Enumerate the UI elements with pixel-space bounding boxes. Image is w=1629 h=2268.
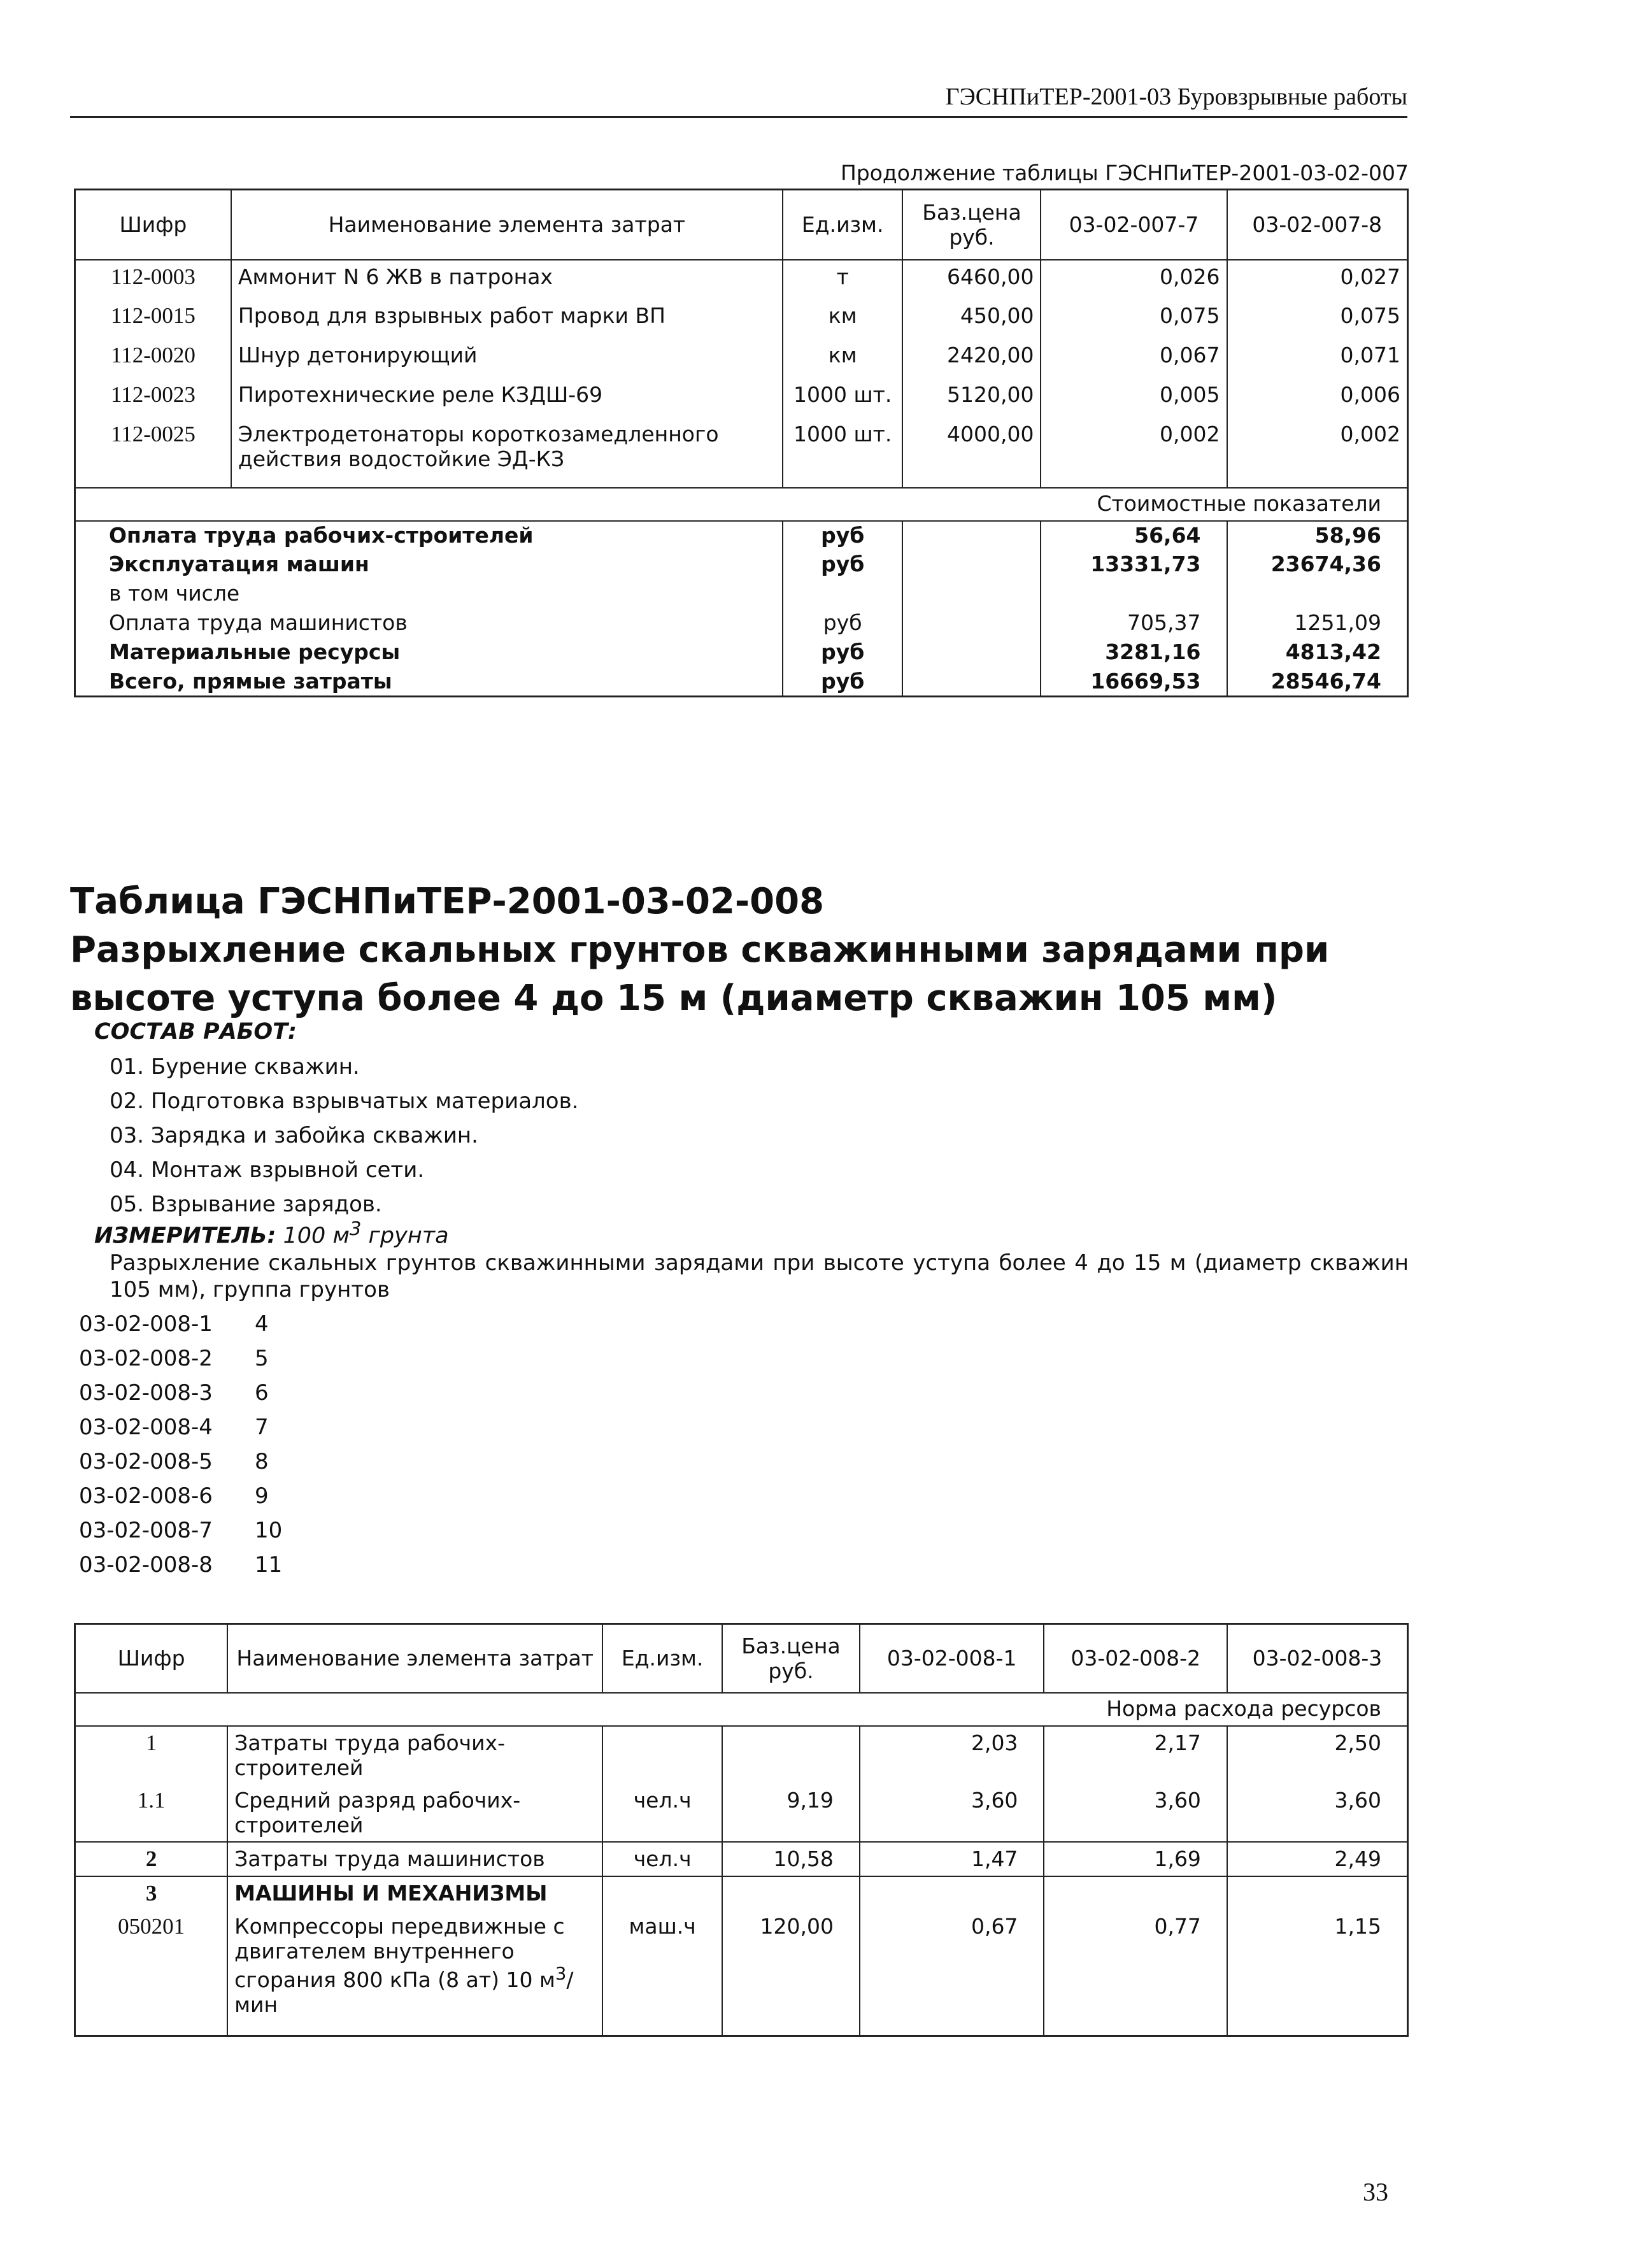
name-cell: Шнур детонирующий <box>231 339 783 378</box>
value-cell: 4813,42 <box>1227 638 1408 667</box>
cipher-cell: 1.1 <box>75 1784 228 1842</box>
page-number: 33 <box>1363 2178 1388 2206</box>
list-item: 03. Зарядка и забойка скважин. <box>110 1123 478 1148</box>
name-cell: Затраты труда рабочих-строителей <box>227 1726 602 1784</box>
list-item <box>79 1376 282 1410</box>
code: 03-02-008-1 <box>79 1311 213 1337</box>
unit-cell: руб <box>783 609 903 638</box>
value-cell: 3,60 <box>1227 1784 1408 1842</box>
cost-row <box>75 638 1408 667</box>
value-cell <box>1227 580 1408 609</box>
meter-unit: грунта <box>361 1223 449 1249</box>
value-cell: 2,49 <box>1227 1842 1408 1876</box>
col-header: Ед.изм. <box>602 1624 722 1693</box>
name-cell: Электродетонаторы короткозамедленного действия водостойкие ЭД-КЗ <box>231 418 783 488</box>
meter-value: 100 м <box>283 1223 350 1249</box>
description: Разрыхление скальных грунтов скважинными зарядами при высоте уступа более 4 до 15 м (диаметр скважин 105 мм), группа грунтов <box>110 1250 1409 1302</box>
cost-label: в том числе <box>75 580 783 609</box>
value-cell: 0,002 <box>1041 418 1227 488</box>
col-header: Баз.цена руб. <box>902 190 1041 260</box>
empty-cell <box>902 609 1041 638</box>
name-cell: Аммонит N 6 ЖВ в патронах <box>231 260 783 299</box>
table-row <box>75 1784 1408 1842</box>
group: 10 <box>255 1518 283 1543</box>
table-subtitle: Разрыхление скальных грунтов скважинными зарядами при высоте уступа более 4 до 15 м (диаметр скважин 105 мм) <box>70 929 1330 1019</box>
value-cell: 0,005 <box>1041 378 1227 418</box>
col-header: Шифр <box>75 1624 228 1693</box>
value-cell: 705,37 <box>1041 609 1227 638</box>
list-item <box>79 1444 282 1479</box>
price-cell: 6460,00 <box>902 260 1041 299</box>
value-cell: 0,002 <box>1227 418 1408 488</box>
cost-label: Эксплуатация машин <box>75 550 783 580</box>
cipher-cell: 112-0015 <box>75 299 231 339</box>
cost-row <box>75 667 1408 697</box>
empty-cell <box>902 521 1041 550</box>
cost-row <box>75 580 1408 609</box>
value-cell: 28546,74 <box>1227 667 1408 697</box>
code: 03-02-008-4 <box>79 1415 213 1440</box>
col-header: 03-02-008-2 <box>1044 1624 1227 1693</box>
value-cell: 2,17 <box>1044 1726 1227 1784</box>
list-item <box>79 1513 282 1548</box>
table-row <box>75 378 1408 418</box>
name-cell: Пиротехнические реле КЗДШ-69 <box>231 378 783 418</box>
table-continuation-caption: Продолжение таблицы ГЭСНПиТЕР-2001-03-02-007 <box>840 160 1409 185</box>
name-cell: Провод для взрывных работ марки ВП <box>231 299 783 339</box>
code: 03-02-008-6 <box>79 1483 213 1509</box>
value-cell: 0,027 <box>1227 260 1408 299</box>
cipher-cell: 2 <box>75 1842 228 1876</box>
col-header: Наименование элемента затрат <box>227 1624 602 1693</box>
name-cell: МАШИНЫ И МЕХАНИЗМЫ <box>227 1876 602 1910</box>
cipher-cell: 3 <box>75 1876 228 1910</box>
table-header-row <box>75 190 1408 260</box>
cost-row <box>75 521 1408 550</box>
empty-cell <box>902 580 1041 609</box>
unit-cell: чел.ч <box>602 1784 722 1842</box>
name-cell: Затраты труда машинистов <box>227 1842 602 1876</box>
value-cell: 2,03 <box>860 1726 1044 1784</box>
name-tail: /мин <box>234 1967 574 2017</box>
unit-cell: руб <box>783 638 903 667</box>
section-row <box>75 1693 1408 1726</box>
unit-cell: руб <box>783 667 903 697</box>
list-item <box>79 1341 282 1376</box>
list-item: 04. Монтаж взрывной сети. <box>110 1157 425 1183</box>
list-item: 05. Взрывание зарядов. <box>110 1192 382 1217</box>
group: 5 <box>255 1346 269 1371</box>
code: 03-02-008-7 <box>79 1518 213 1543</box>
value-cell: 16669,53 <box>1041 667 1227 697</box>
empty-cell <box>602 1876 722 1910</box>
price-cell: 9,19 <box>722 1784 860 1842</box>
value-cell: 2,50 <box>1227 1726 1408 1784</box>
cost-row <box>75 609 1408 638</box>
unit-cell: маш.ч <box>602 1910 722 2036</box>
unit-cell <box>602 1726 722 1784</box>
price-cell <box>722 1726 860 1784</box>
name-text: Компрессоры передвижные с двигателем внутреннего сгорания 800 кПа (8 ат) 10 м <box>234 1913 565 1992</box>
col-header: Шифр <box>75 190 231 260</box>
col-header: Баз.цена руб. <box>722 1624 860 1693</box>
table-row <box>75 260 1408 299</box>
table-row <box>75 1910 1408 2036</box>
empty-cell <box>860 1876 1044 1910</box>
list-item <box>79 1410 282 1444</box>
code: 03-02-008-3 <box>79 1380 213 1406</box>
cipher-cell: 112-0023 <box>75 378 231 418</box>
value-cell: 1251,09 <box>1227 609 1408 638</box>
table-row <box>75 1876 1408 1910</box>
value-cell: 58,96 <box>1227 521 1408 550</box>
resource-table-008 <box>74 1623 1409 2037</box>
value-cell: 0,067 <box>1041 339 1227 378</box>
group: 8 <box>255 1449 269 1474</box>
cipher-cell: 1 <box>75 1726 228 1784</box>
section-label: Норма расхода ресурсов <box>75 1693 1408 1726</box>
value-cell: 56,64 <box>1041 521 1227 550</box>
list-item <box>79 1548 282 1582</box>
col-header: Наименование элемента затрат <box>231 190 783 260</box>
unit-cell: 1000 шт. <box>783 378 903 418</box>
empty-cell <box>1227 1876 1408 1910</box>
unit-cell: км <box>783 339 903 378</box>
running-header: ГЭСНПиТЕР-2001-03 Буровзрывные работы <box>70 83 1407 118</box>
unit-cell: руб <box>783 521 903 550</box>
value-cell: 3281,16 <box>1041 638 1227 667</box>
table-row <box>75 418 1408 488</box>
list-item: 02. Подготовка взрывчатых материалов. <box>110 1088 579 1114</box>
value-cell <box>1041 580 1227 609</box>
value-cell: 1,69 <box>1044 1842 1227 1876</box>
price-cell: 120,00 <box>722 1910 860 2036</box>
table-row <box>75 1726 1408 1784</box>
col-header: 03-02-008-1 <box>860 1624 1044 1693</box>
value-cell: 0,075 <box>1041 299 1227 339</box>
col-header: 03-02-007-7 <box>1041 190 1227 260</box>
meter-line <box>94 1218 449 1249</box>
col-header: 03-02-007-8 <box>1227 190 1408 260</box>
price-cell: 4000,00 <box>902 418 1041 488</box>
cipher-cell: 112-0003 <box>75 260 231 299</box>
meter-label: ИЗМЕРИТЕЛЬ: <box>94 1223 276 1249</box>
table-row <box>75 339 1408 378</box>
cipher-cell: 050201 <box>75 1910 228 2036</box>
value-cell: 0,075 <box>1227 299 1408 339</box>
value-cell: 1,15 <box>1227 1910 1408 2036</box>
empty-cell <box>902 638 1041 667</box>
cipher-cell: 112-0020 <box>75 339 231 378</box>
group: 4 <box>255 1311 269 1337</box>
value-cell: 1,47 <box>860 1842 1044 1876</box>
value-cell: 3,60 <box>860 1784 1044 1842</box>
cost-row <box>75 550 1408 580</box>
unit-cell: чел.ч <box>602 1842 722 1876</box>
unit-cell: руб <box>783 550 903 580</box>
value-cell: 13331,73 <box>1041 550 1227 580</box>
resource-table-007 <box>74 189 1409 697</box>
price-cell: 450,00 <box>902 299 1041 339</box>
col-header: 03-02-008-3 <box>1227 1624 1408 1693</box>
price-cell: 5120,00 <box>902 378 1041 418</box>
unit-cell: км <box>783 299 903 339</box>
cost-label: Оплата труда рабочих-строителей <box>75 521 783 550</box>
meter-sup: 3 <box>349 1218 362 1239</box>
value-cell: 0,026 <box>1041 260 1227 299</box>
works-heading: СОСТАВ РАБОТ: <box>94 1019 297 1045</box>
list-item: 01. Бурение скважин. <box>110 1054 360 1080</box>
name-cell: Средний разряд рабочих-строителей <box>227 1784 602 1842</box>
code: 03-02-008-5 <box>79 1449 213 1474</box>
empty-cell <box>902 550 1041 580</box>
group: 7 <box>255 1415 269 1440</box>
price-cell: 10,58 <box>722 1842 860 1876</box>
empty-cell <box>902 667 1041 697</box>
code-list <box>79 1307 282 1582</box>
value-cell: 0,071 <box>1227 339 1408 378</box>
name-sup: 3 <box>555 1963 567 1984</box>
list-item <box>79 1479 282 1513</box>
value-cell: 0,67 <box>860 1910 1044 2036</box>
col-header: Ед.изм. <box>783 190 903 260</box>
value-cell: 0,77 <box>1044 1910 1227 2036</box>
cost-label: Всего, прямые затраты <box>75 667 783 697</box>
unit-cell <box>783 580 903 609</box>
group: 11 <box>255 1552 283 1578</box>
cipher-cell: 112-0025 <box>75 418 231 488</box>
group: 6 <box>255 1380 269 1406</box>
code: 03-02-008-2 <box>79 1346 213 1371</box>
cost-label: Материальные ресурсы <box>75 638 783 667</box>
empty-cell <box>722 1876 860 1910</box>
table-row <box>75 1842 1408 1876</box>
value-cell: 3,60 <box>1044 1784 1227 1842</box>
group: 9 <box>255 1483 269 1509</box>
code: 03-02-008-8 <box>79 1552 213 1578</box>
section-row <box>75 488 1408 521</box>
list-item <box>79 1307 282 1341</box>
cost-label: Оплата труда машинистов <box>75 609 783 638</box>
unit-cell: 1000 шт. <box>783 418 903 488</box>
name-cell <box>227 1910 602 2036</box>
table-title: Таблица ГЭСНПиТЕР-2001-03-02-008 <box>70 881 825 922</box>
value-cell: 0,006 <box>1227 378 1408 418</box>
price-cell: 2420,00 <box>902 339 1041 378</box>
table-row <box>75 299 1408 339</box>
section-label: Стоимостные показатели <box>75 488 1408 521</box>
works-list <box>110 1050 578 1222</box>
empty-cell <box>1044 1876 1227 1910</box>
unit-cell: т <box>783 260 903 299</box>
section-title <box>70 878 1420 1023</box>
value-cell: 23674,36 <box>1227 550 1408 580</box>
table-header-row <box>75 1624 1408 1693</box>
